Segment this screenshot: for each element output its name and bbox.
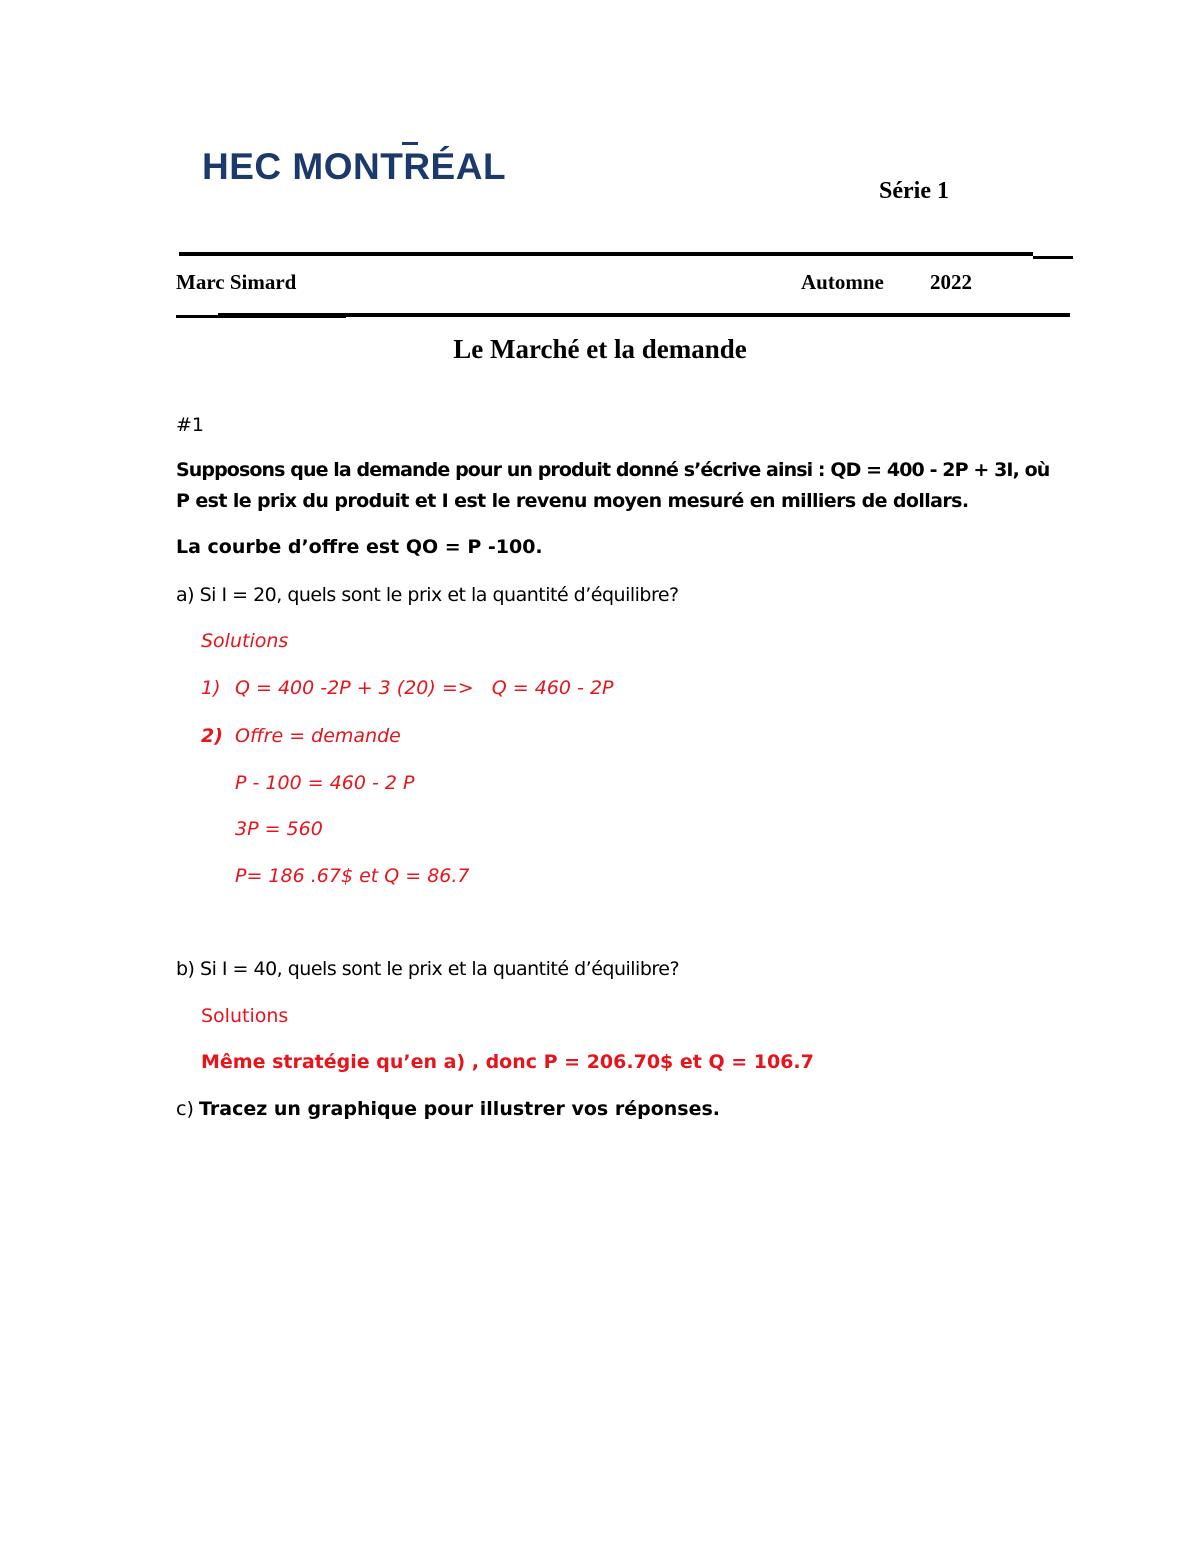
equation-3: P= 186 .67$ et Q = 86.7 [235, 865, 470, 887]
year-label: 2022 [930, 270, 972, 294]
hec-montreal-logo: HEC MONTRÉAL [202, 146, 507, 187]
question-c-label: c) [176, 1098, 194, 1120]
answer-b: Même stratégie qu’en a) , donc P = 206.70$ et Q = 106.7 [201, 1051, 814, 1073]
logo-accent-bar [402, 142, 418, 145]
step-1-number: 1) [201, 677, 221, 699]
supply-curve: La courbe d’offre est QO = P -100. [176, 536, 543, 558]
problem-statement-line2: P est le prix du produit et I est le revenu moyen mesuré en milliers de dollars. [176, 490, 969, 512]
page-title: Le Marché et la demande [453, 334, 747, 364]
step-2-text: Offre = demande [235, 725, 401, 747]
problem-number: #1 [176, 414, 205, 436]
top-rule-right [1033, 256, 1073, 259]
equation-1: P - 100 = 460 - 2 P [235, 772, 415, 794]
question-b: b) Si I = 40, quels sont le prix et la quantité d’équilibre? [176, 958, 680, 980]
equation-2: 3P = 560 [235, 818, 323, 840]
problem-statement-line1: Supposons que la demande pour un produit donné s’écrive ainsi : QD = 400 - 2P + 3I, où [176, 459, 1050, 481]
author-name: Marc Simard [176, 270, 297, 294]
step-1-equation: Q = 400 -2P + 3 (20) => Q = 460 - 2P [235, 677, 614, 699]
step-2-number: 2) [201, 725, 223, 747]
solutions-label-b: Solutions [201, 1005, 289, 1027]
season-label: Automne [801, 270, 884, 294]
top-rule [179, 252, 1033, 256]
question-c: Tracez un graphique pour illustrer vos réponses. [199, 1098, 720, 1120]
bottom-rule-left [176, 315, 346, 318]
solutions-label-a: Solutions [201, 630, 289, 652]
series-label: Série 1 [879, 178, 949, 204]
question-a: a) Si I = 20, quels sont le prix et la quantité d’équilibre? [176, 584, 679, 606]
